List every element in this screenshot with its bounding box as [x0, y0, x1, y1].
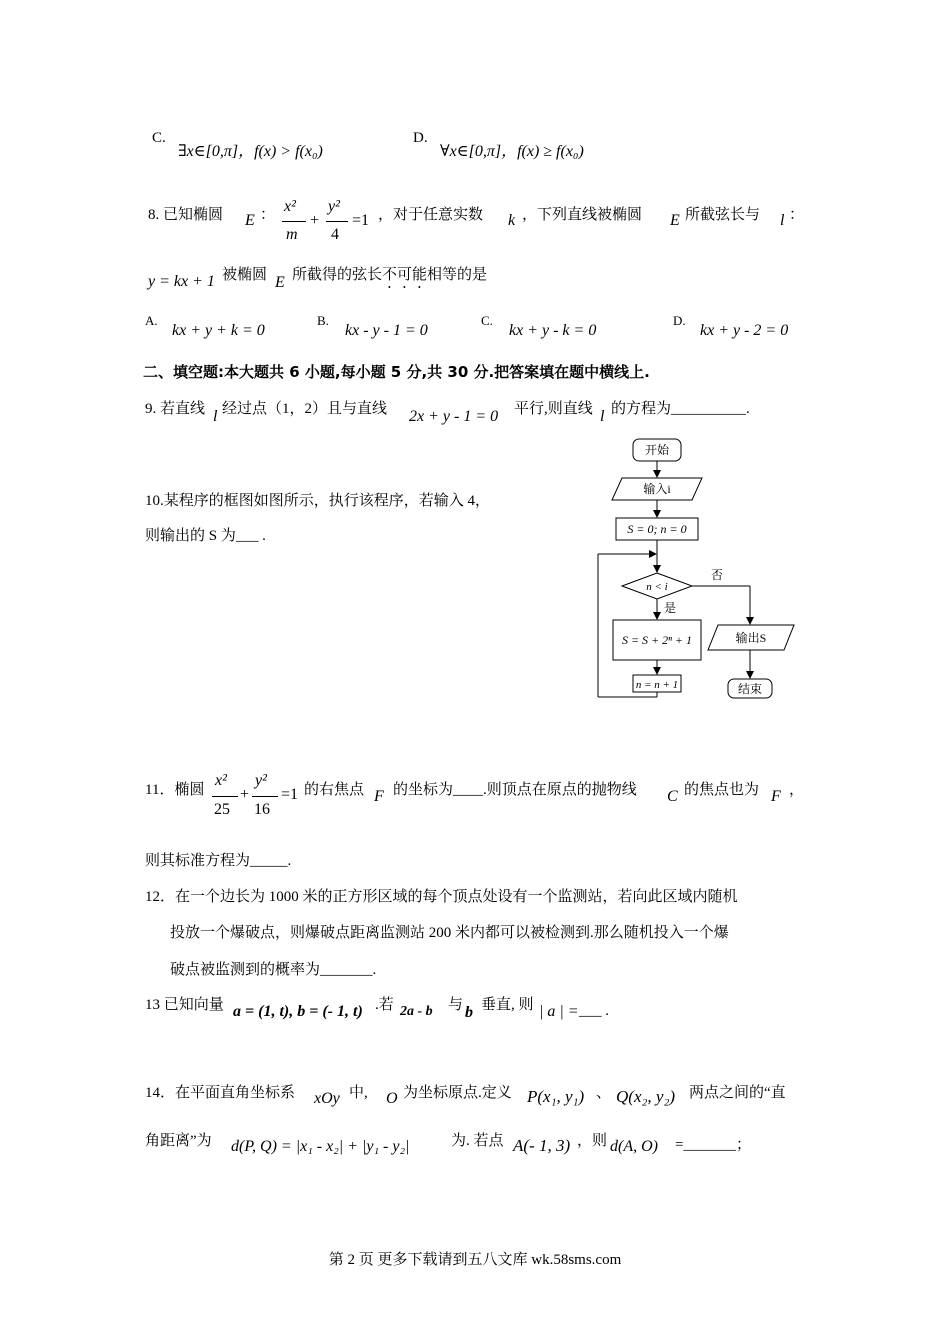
q9-l2: l: [600, 408, 605, 425]
q8-line2-E: E: [275, 274, 285, 291]
q13-t1: 13 已知向量: [145, 997, 224, 1013]
flow-output-label: 输出S: [735, 631, 767, 645]
q8-end: 所截弦长与: [685, 207, 761, 223]
q8-mid2: ，下列直线被椭圆: [522, 207, 643, 223]
q8-line2-text2: 所截得的弦长: [292, 267, 383, 283]
q8-opt-a-label: A.: [145, 313, 158, 328]
q9-t2: 经过点（1，2）且与直线: [222, 401, 388, 417]
q11-t3: 的坐标为____.则顶点在原点的抛物线: [393, 782, 637, 798]
flow-start-label: 开始: [644, 443, 670, 457]
q11-eq: =1: [281, 786, 299, 803]
q14-l2-t4: =_______；: [675, 1137, 751, 1153]
q9-expr: 2x + y - 1 = 0: [409, 408, 499, 425]
q11-F2: F: [771, 788, 781, 805]
q11-C: C: [667, 788, 678, 805]
q11-frac1-bar: [212, 796, 238, 797]
q11-t4: 的焦点也为: [684, 782, 760, 798]
q14-l2-t1: 角距离”为: [145, 1133, 212, 1149]
q13-t3: 与: [448, 997, 464, 1013]
q8-opt-c: kx + y - k = 0: [509, 322, 597, 339]
q8-line2-end: 相等的是: [427, 267, 488, 283]
q7-option-c-label: C.: [152, 130, 166, 146]
flow-incr-label: n = n + 1: [635, 679, 679, 691]
q7-option-d-label: D.: [413, 130, 428, 146]
q8-colon2: ：: [789, 207, 805, 223]
q14-Q: Q(x₂, y₂): [616, 1087, 676, 1106]
q7-option-d-expr: ∀x∈[0,π]，f(x) ≥ f(x₀): [440, 143, 584, 160]
q8-opt-c-label: C.: [481, 313, 493, 328]
flow-cond-label: n < i: [646, 581, 668, 593]
section-2-heading: 二、填空题:本大题共 6 小题,每小题 5 分,共 30 分.把答案填在题中横线上.: [143, 363, 650, 381]
q8-line-expr: y = kx + 1: [148, 273, 215, 290]
q14-t4: 两点之间的“直: [689, 1085, 786, 1101]
q14-xOy: xOy: [314, 1090, 340, 1107]
q8-opt-d-label: D.: [673, 313, 686, 328]
q14-l2-t3: ，则: [577, 1133, 608, 1149]
q13-t2: .若: [375, 997, 394, 1013]
flow-input-label: 输入i: [643, 482, 671, 496]
q9-l1: l: [213, 408, 218, 425]
q11-frac1-num: x²: [215, 772, 227, 789]
q8-line2-text: 被椭圆: [222, 267, 268, 283]
q14-sep: 、: [596, 1085, 612, 1101]
q8-colon: ：: [260, 207, 276, 223]
q13-t4: 垂直, 则: [481, 997, 534, 1013]
q14-dist: d(P, Q) = |x₁ - x₂| + |y₁ - y₂|: [231, 1138, 410, 1155]
q13-b: b: [465, 1004, 473, 1021]
q11-plus: +: [240, 786, 250, 803]
q9-t1: 9. 若直线: [145, 401, 206, 417]
q8-l: l: [780, 212, 785, 229]
q8-E: E: [245, 212, 255, 229]
q14-O: O: [386, 1090, 398, 1107]
q14-t2: 中,: [349, 1085, 368, 1101]
q11-frac1-den: 25: [214, 801, 230, 818]
q14-t3: 为坐标原点.定义: [403, 1085, 512, 1101]
flow-assign-label: S = S + 2ⁿ + 1: [621, 633, 693, 647]
q13-expr: a = (1, t), b = (- 1, t): [233, 1003, 363, 1020]
q12-line3: 破点被监测到的概率为_______.: [170, 962, 377, 978]
q9-t4: 的方程为__________.: [611, 401, 750, 417]
q14-l2-t2: 为. 若点: [451, 1133, 504, 1149]
flow-yes-label: 是: [663, 601, 677, 615]
q12-line2: 投放一个爆破点，则爆破点距离监测站 200 米内都可以被检测到.那么随机投入一个爆: [170, 925, 729, 941]
q7-option-c-expr: ∃x∈[0,π]，f(x) > f(x₀): [178, 143, 323, 160]
flow-no-label: 否: [710, 568, 724, 582]
q11-t5: ，: [789, 782, 805, 798]
q8-opt-a: kx + y + k = 0: [172, 322, 265, 339]
q8-frac2-num: y²: [328, 198, 340, 215]
q11-t1: 11．椭圆: [145, 782, 205, 798]
q11-t2: 的右焦点: [304, 782, 365, 798]
q8-E2: E: [670, 212, 680, 229]
q14-A: A(- 1, 3): [513, 1136, 571, 1155]
q11-frac2-bar: [252, 796, 278, 797]
q10-line2: 则输出的 S 为___ .: [145, 528, 266, 544]
q14-P: P(x₁, y₁): [527, 1087, 585, 1106]
q13-expr2: 2a - b: [400, 1004, 433, 1019]
page-footer: 第 2 页 更多下载请到五八文库 wk.58sms.com: [328, 1252, 622, 1268]
flow-end-label: 结束: [737, 682, 763, 696]
q8-opt-d: kx + y - 2 = 0: [700, 322, 789, 339]
q8-frac1-num: x²: [284, 198, 296, 215]
q11-frac2-num: y²: [255, 772, 267, 789]
q8-opt-b-label: B.: [317, 313, 329, 328]
q8-mid: ，对于任意实数: [378, 207, 484, 223]
q8-frac1-bar: [282, 221, 306, 222]
q11-frac2-den: 16: [254, 801, 270, 818]
q8-line2-emphasis: 不可能: [382, 267, 428, 283]
flow-init-label: S = 0; n = 0: [627, 522, 687, 536]
q11-F1: F: [374, 788, 384, 805]
flowchart: [590, 432, 810, 706]
q8-frac1-den: m: [286, 226, 298, 243]
q8-frac2-bar: [326, 221, 348, 222]
q8-k: k: [508, 212, 516, 229]
q8-opt-b: kx - y - 1 = 0: [345, 322, 428, 339]
q10-line1: 10.某程序的框图如图所示，执行该程序，若输入 4，: [145, 493, 491, 509]
q13-expr3: | a | =: [539, 1003, 579, 1020]
q9-t3: 平行,则直线: [514, 401, 593, 417]
q8-plus: +: [310, 212, 320, 229]
q8-frac2-den: 4: [331, 226, 339, 243]
q13-t5: ___ .: [579, 1003, 609, 1019]
q14-dAO: d(A, O): [610, 1138, 658, 1155]
q11-line2: 则其标准方程为_____.: [145, 853, 292, 869]
q8-eq1: =1: [352, 212, 370, 229]
q8-prefix: 8. 已知椭圆: [148, 207, 224, 223]
q14-t1: 14．在平面直角坐标系: [145, 1085, 296, 1101]
q12-line1: 12．在一个边长为 1000 米的正方形区域的每个顶点处设有一个监测站，若向此区域内随机: [145, 889, 738, 905]
